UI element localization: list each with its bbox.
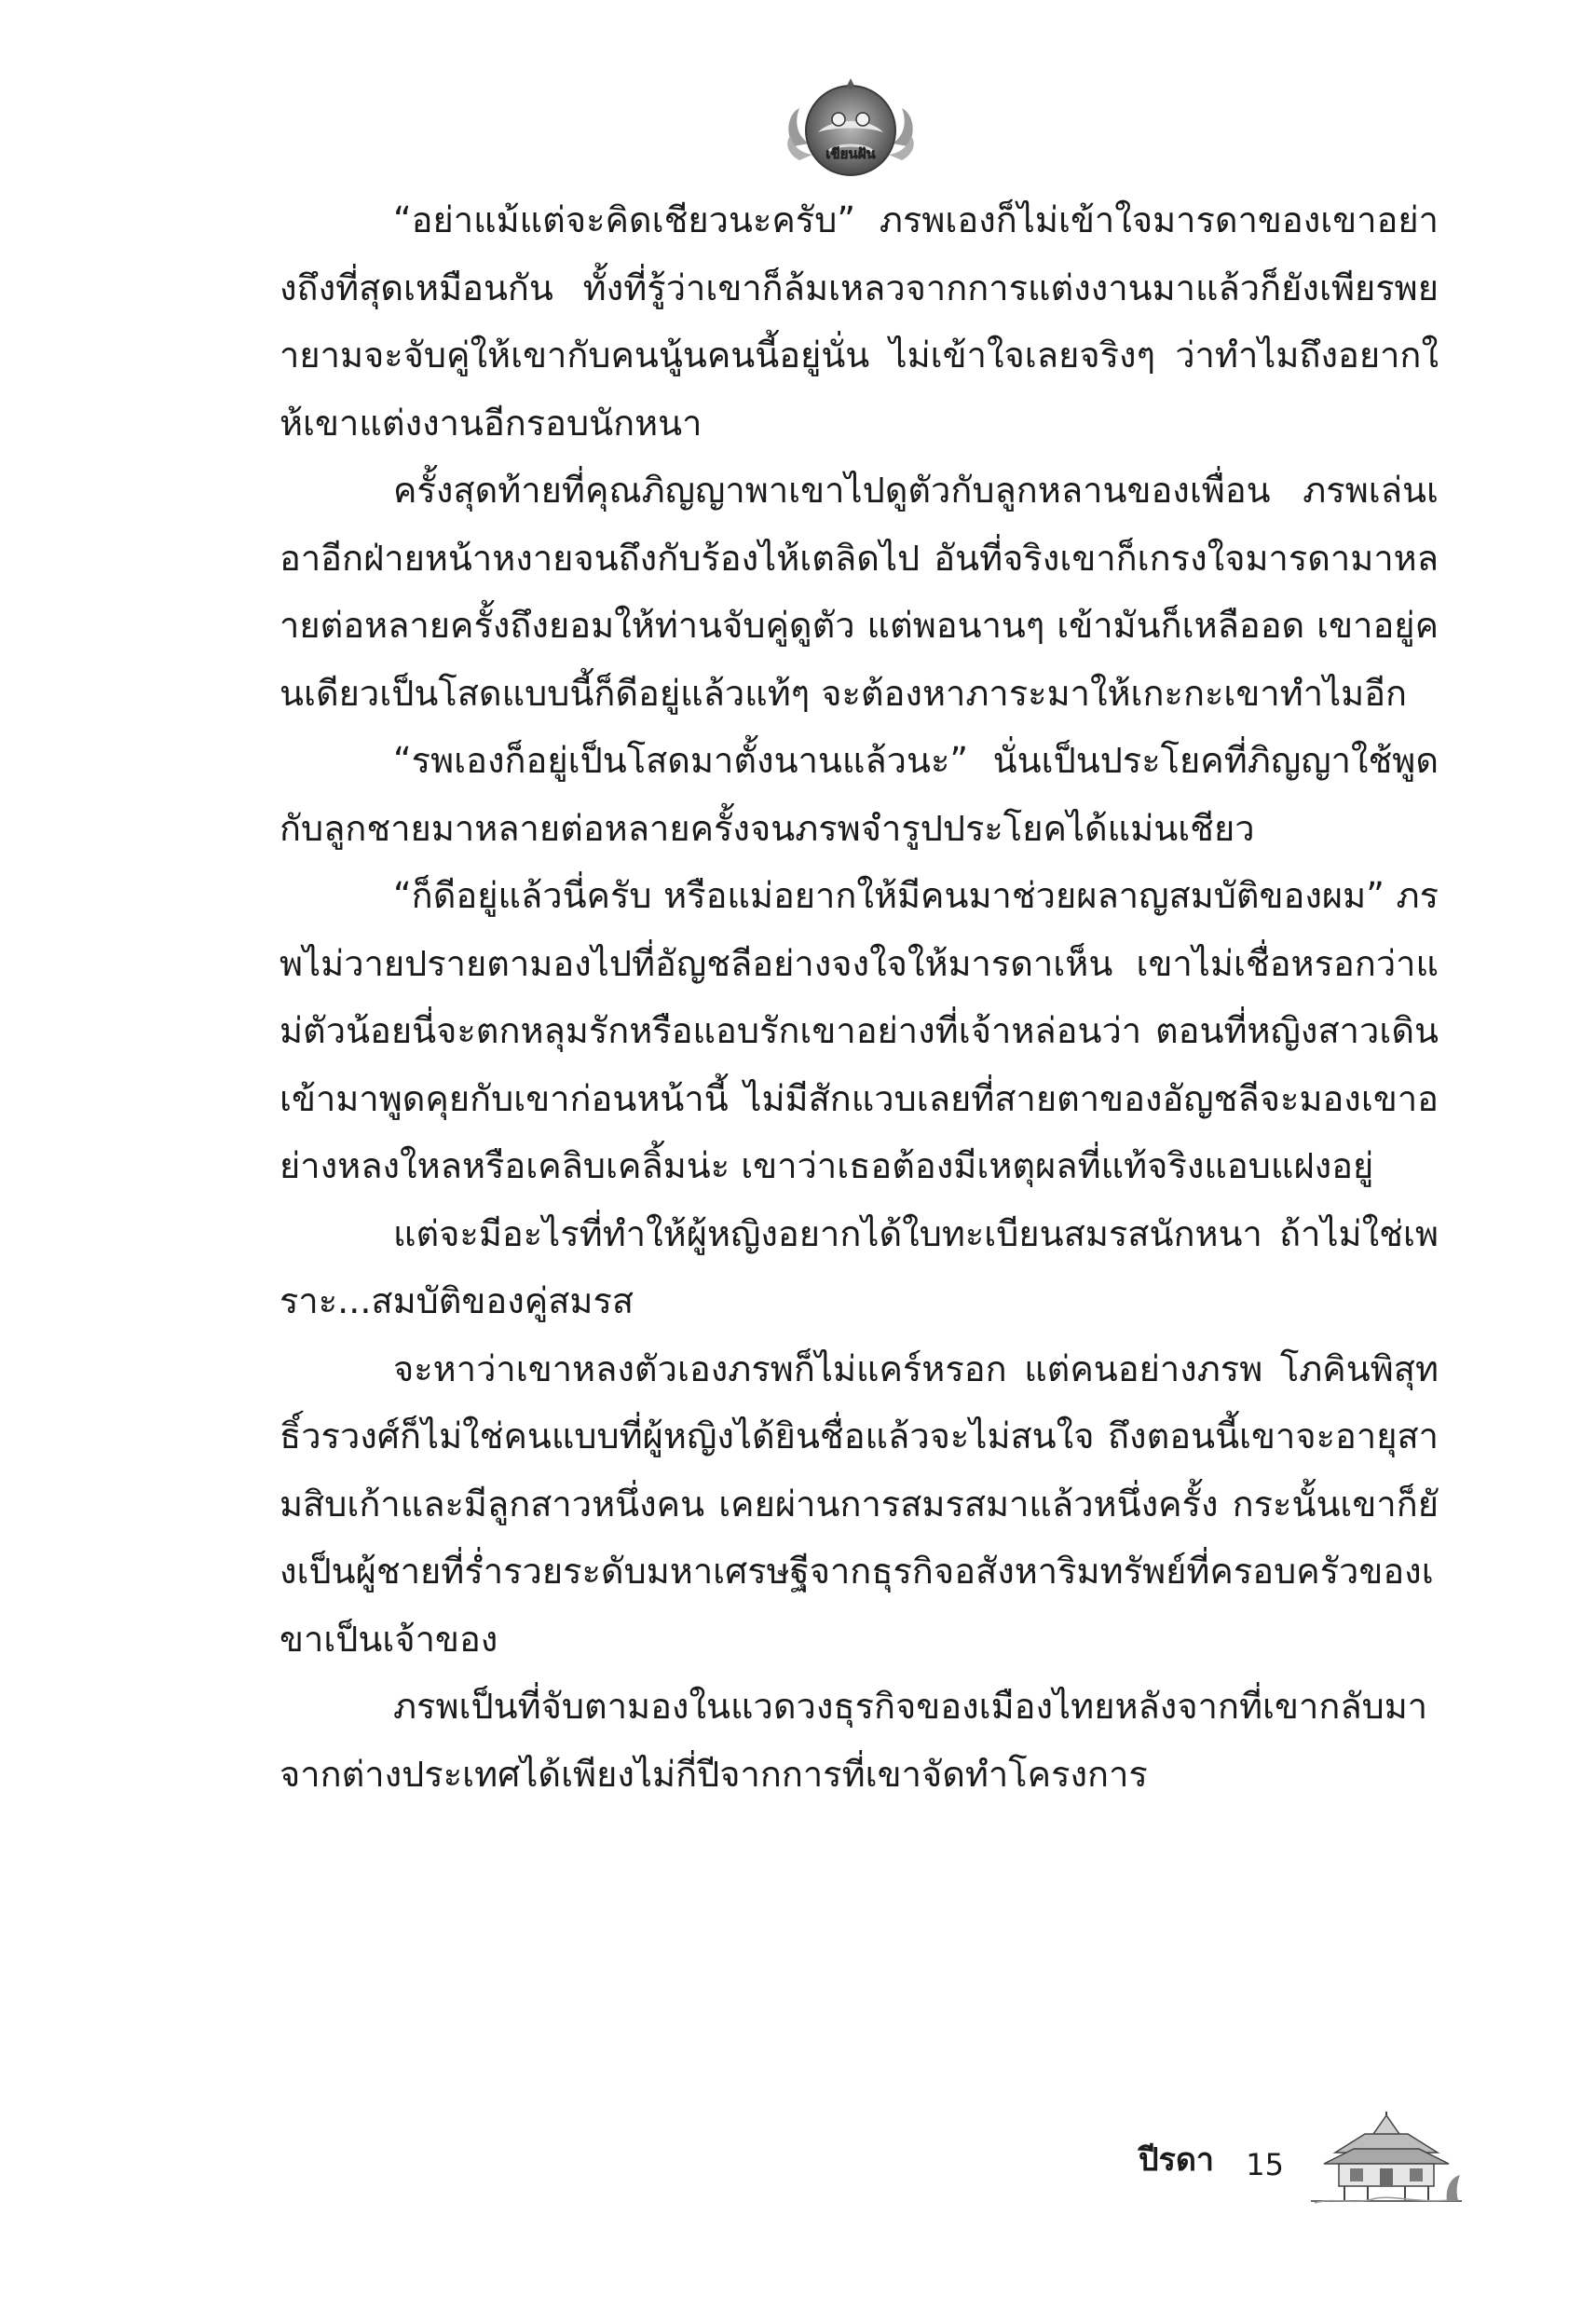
logo-text: เขียนฝัน (825, 145, 876, 162)
thai-house-icon (1307, 2112, 1466, 2205)
crest-book-logo-icon (781, 58, 921, 198)
paragraph-6: จะหาว่าเขาหลงตัวเองภรพก็ไม่แคร์หรอก แต่คนอย่างภรพ โภคินพิสุทธิ์วรวงศ์ก็ไม่ใช่คนแบบที่ผู้หญิงได้ยินชื่อแล้วจะไม่สนใจ ถึงตอนนี้เขาจะอายุสามสิบเก้าและมีลูกสาวหนึ่งคน เคยผ่านการสมรสมาแล้วหนึ่งครั้ง กระนั้นเขาก็ยังเป็นผู้ชายที่ร่ำรวยระดับมหาเศรษฐีจากธุรกิจอสังหาริมทรัพย์ที่ครอบครัวของเขาเป็นเจ้าของ (280, 1347, 1439, 1660)
paragraph-1: “อย่าแม้แต่จะคิดเชียวนะครับ” ภรพเองก็ไม่เข้าใจมารดาของเขาอย่างถึงที่สุดเหมือนกัน ทั้งที่รู้ว่าเขาก็ล้มเหลวจากการแต่งงานมาแล้วก็ยังเพียรพยายามจะจับคู่ให้เขากับคนนู้นคนนี้อยู่นั่น ไม่เข้าใจเลยจริงๆ ว่าทำไมถึงอยากให้เขาแต่งงานอีกรอบนักหนา (280, 199, 1439, 444)
paragraph-7: ภรพเป็นที่จับตามองในแวดวงธุรกิจของเมืองไทยหลังจากที่เขากลับมาจากต่างประเทศได้เพียงไม่กี่ปีจากการที่เขาจัดทำโครงการ (280, 1686, 1428, 1795)
page-footer (1093, 2115, 1466, 2208)
paragraph-3: “รพเองก็อยู่เป็นโสดมาตั้งนานแล้วนะ” นั่นเป็นประโยคที่ภิญญาใช้พูดกับลูกชายมาหลายต่อหลายครั้งจนภรพจำรูปประโยคได้แม่นเชียว (280, 740, 1439, 849)
paragraph-2: ครั้งสุดท้ายที่คุณภิญญาพาเขาไปดูตัวกับลูกหลานของเพื่อน ภรพเล่นเอาอีกฝ่ายหน้าหงายจนถึงกับร้องไห้เตลิดไป อันที่จริงเขาก็เกรงใจมารดามาหลายต่อหลายครั้งถึงยอมให้ท่านจับคู่ดูตัว แต่พอนานๆ เข้ามันก็เหลืออด เขาอยู่คนเดียวเป็นโสดแบบนี้ก็ดีอยู่แล้วแท้ๆ จะต้องหาภาระมาให้เกะกะเขาทำไมอีก (280, 470, 1439, 714)
page-number: 15 (1246, 2147, 1284, 2182)
book-title: ปีรดา (1138, 2141, 1214, 2179)
paragraph-5: แต่จะมีอะไรที่ทำให้ผู้หญิงอยากได้ใบทะเบียนสมรสนักหนา ถ้าไม่ใช่เพราะ...สมบัติของคู่สมรส (280, 1212, 1439, 1321)
body-text (280, 186, 1439, 1808)
paragraph-4: “ก็ดีอยู่แล้วนี่ครับ หรือแม่อยากให้มีคนมาช่วยผลาญสมบัติของผม” ภรพไม่วายปรายตามองไปที่อัญชลีอย่างจงใจให้มารดาเห็น เขาไม่เชื่อหรอกว่าแม่ตัวน้อยนี่จะตกหลุมรักหรือแอบรักเขาอย่างที่เจ้าหล่อนว่า ตอนที่หญิงสาวเดินเข้ามาพูดคุยกับเขาก่อนหน้านี้ ไม่มีสักแวบเลยที่สายตาของอัญชลีจะมองเขาอย่างหลงใหลหรือเคลิบเคลิ้มน่ะ เขาว่าเธอต้องมีเหตุผลที่แท้จริงแอบแฝงอยู่ (280, 875, 1439, 1186)
